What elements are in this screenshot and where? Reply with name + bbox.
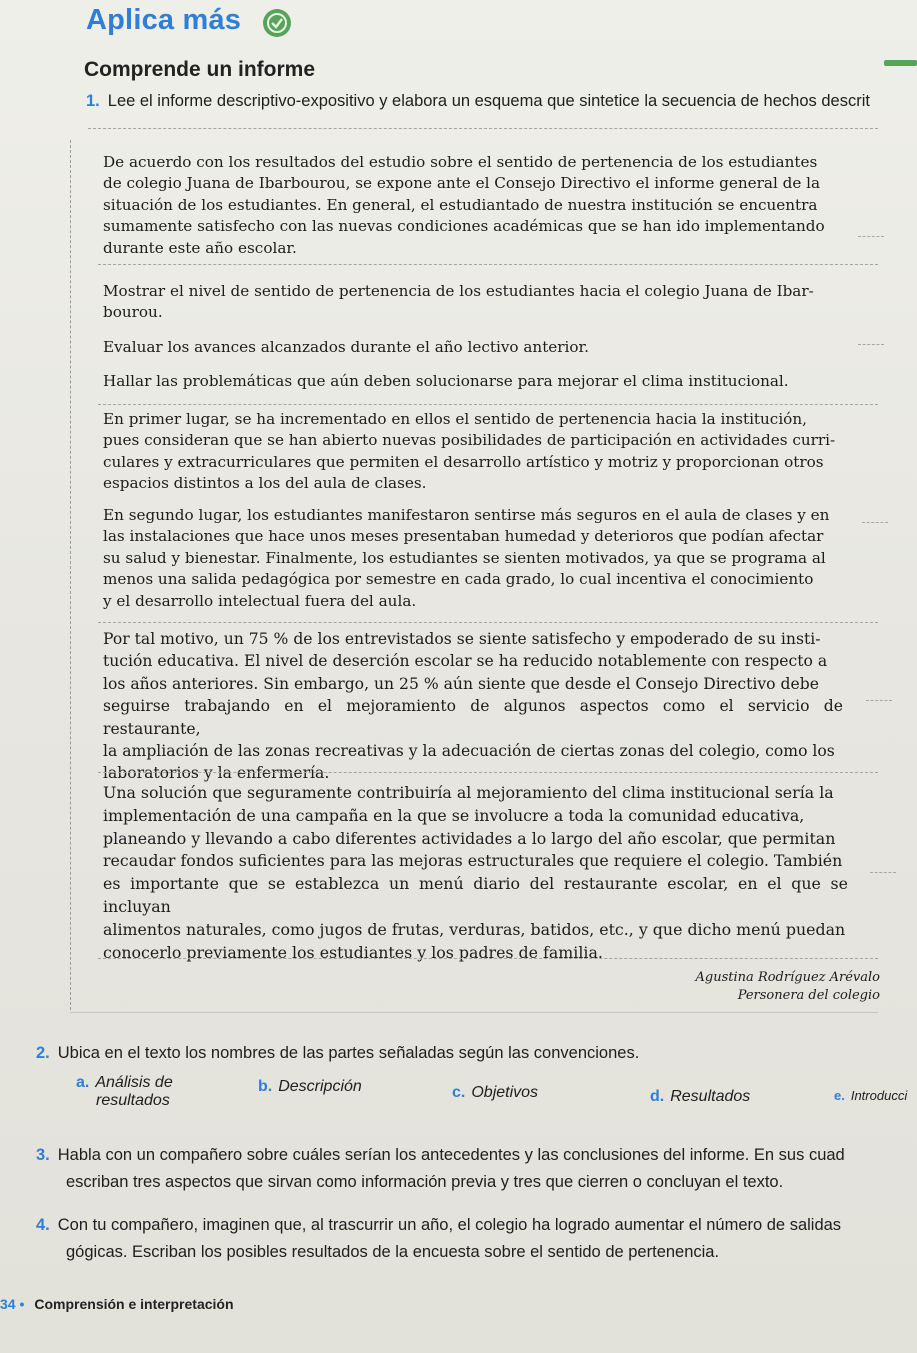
question-3: 3. Habla con un compañero sobre cuáles serían los antecedentes y las conclusiones del informe. En sus cuad escriban tres aspectos que sirvan como información previa y tres que cierren o concluyan el texto. (36, 1146, 845, 1191)
activity-icon (262, 8, 292, 38)
page-footer (0, 1296, 234, 1312)
option-b: b. Descripción (258, 1078, 362, 1095)
divider (70, 1012, 878, 1013)
question-number: 3. (36, 1146, 50, 1164)
question-number: 4. (36, 1216, 50, 1234)
divider (98, 958, 878, 959)
subsection-title: Comprende un informe (84, 58, 316, 81)
report-introduction: De acuerdo con los resultados del estudio sobre el sentido de pertenencia de los estudiantes de colegio Juana de Ibarbourou, se expone ante el Consejo Directivo el informe general de la situación de los estudiantes. En general, el estudiantado de nuestra institución se encuentra sumamente satisfecho con las nuevas condiciones académicas que se han ido implementando durante este año escolar. (103, 153, 825, 257)
margin-cue (862, 522, 888, 523)
question-text: Ubica en el texto los nombres de las partes señaladas según las convenciones. (57, 1044, 640, 1062)
margin-cue (858, 344, 884, 345)
report-description-2: En segundo lugar, los estudiantes manifestaron sentirse más seguros en el aula de clases y en las instalaciones que hace unos meses presentaban humedad y deterioros que podían afectar su salud y bienestar. Finalmente, los estudiantes se sienten motivados, ya que se programa al menos una salida pedagógica por semestre en cada grado, lo cual incentiva el conocimiento y el desarrollo intelectual fuera del aula. (103, 506, 830, 610)
footer-section: Comprensión e interpretación (34, 1296, 234, 1312)
report-description-1: En primer lugar, se ha incrementado en ellos el sentido de pertenencia hacia la institución, pues consideran que se han abierto nuevas posibilidades de participación en actividades curri- culares y extracurriculares que permiten el desarrollo artístico y motriz y proporcionan otros espacios distintos a los del aula de clases. (103, 410, 836, 493)
objective-1: Mostrar el nivel de sentido de pertenencia de los estudiantes hacia el colegio Juana de Ibar- (103, 282, 814, 300)
divider (98, 622, 878, 623)
divider (98, 264, 878, 265)
question-text: Lee el informe descriptivo-expositivo y elabora un esquema que sintetice la secuencia de hechos descrit (107, 92, 870, 110)
signature-name: Agustina Rodríguez Arévalo (695, 970, 880, 985)
divider (88, 128, 878, 129)
report-analysis: Una solución que seguramente contribuiría al mejoramiento del clima institucional sería la implementación de una campaña en la que se involucre a toda la comunidad educativa, planeando y llevando a cabo diferentes actividades a lo largo del año escolar, que permitan recaudar fondos suficientes para las mejoras estructurales que requiere el colegio. También es importante que se establezca un menú diario del restaurante escolar, en el que se incluyan alimentos naturales, como jugos de frutas, verduras, batidos, etc., y que dicho menú puedan conocerlo previamente los estudiantes y los padres de familia. (103, 783, 848, 962)
divider (98, 772, 878, 773)
question-number: 1. (86, 92, 100, 110)
section-title: Aplica más (86, 4, 242, 36)
option-e: e. Introducci (834, 1088, 908, 1103)
divider (98, 404, 878, 405)
page-number: 34 • (0, 1296, 25, 1312)
question-2 (36, 1044, 639, 1063)
option-d: d. Resultados (650, 1088, 751, 1105)
option-a: a. Análisis de resultados (76, 1074, 173, 1109)
signature (640, 970, 880, 1003)
option-c: c. Objetivos (452, 1084, 539, 1101)
margin-cue (866, 700, 892, 701)
page-edge-tab (884, 60, 917, 66)
objective-3: Hallar las problemáticas que aún deben solucionarse para mejorar el clima institucional. (103, 372, 789, 391)
report-results: Por tal motivo, un 75 % de los entrevistados se siente satisfecho y empoderado de su insti- tución educativa. El nivel de deserción escolar se ha reducido notablemente con respecto a los años anteriores. Sin embargo, un 25 % aún siente que desde el Consejo Directivo debe seguirse trabajando en el mejoramiento de algunos aspectos como el servicio de restaurante, la ampliación de las zonas recreativas y la adecuación de ciertas zonas del colegio, como los laboratorios y la enfermería. (103, 630, 843, 783)
signature-role: Personera del colegio (737, 988, 880, 1003)
objective-1-cont: bourou. (103, 303, 163, 322)
margin-cue (870, 872, 896, 873)
margin-cue (858, 236, 884, 237)
question-number: 2. (36, 1044, 50, 1062)
question-1 (86, 92, 870, 111)
question-4: 4. Con tu compañero, imaginen que, al trascurrir un año, el colegio ha logrado aumentar el número de salidas gógicas. Escriban los posibles resultados de la encuesta sobre el sentido de pertenencia. (36, 1216, 842, 1261)
objective-2: Evaluar los avances alcanzados durante el año lectivo anterior. (103, 337, 589, 356)
report-objectives (103, 281, 839, 393)
